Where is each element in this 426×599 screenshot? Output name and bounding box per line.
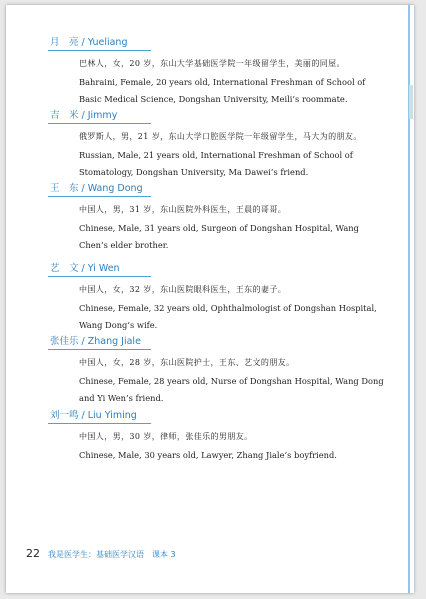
character-description-zh: 中国人，男，30 岁，律师，张佳乐的男朋友。	[79, 432, 253, 441]
document-page	[6, 5, 414, 593]
name-underline	[48, 196, 151, 197]
character-description-en: Chinese, Female, 32 years old, Ophthalmologist of Dongshan Hospital, Wang Dong’s wife.	[79, 303, 377, 330]
character-description-zh: 中国人，女，28 岁，东山医院护士，王东、艺文的朋友。	[79, 358, 295, 367]
scrollbar-thumb[interactable]	[409, 85, 413, 119]
character-description-zh: 巴林人，女，20 岁，东山大学基础医学院一年级留学生，美丽的同屋。	[79, 59, 345, 68]
name-underline	[48, 50, 151, 51]
character-name: 月 亮 / Yueliang	[50, 37, 128, 48]
character-name: 艺 文 / Yi Wen	[50, 263, 120, 274]
page-footer	[26, 547, 326, 561]
book-title: 我是医学生：基础医学汉语 课本 3	[48, 550, 176, 559]
character-description-zh: 中国人，男，31 岁，东山医院外科医生，王晨的哥哥。	[79, 205, 287, 214]
name-underline	[48, 276, 151, 277]
character-description-en: Bahraini, Female, 20 years old, International Freshman of School of Basic Medical Science, Dongshan University, Meili’s roommate.	[79, 77, 366, 104]
character-name: 刘一鸣 / Liu Yiming	[50, 410, 137, 421]
character-description-en: Chinese, Male, 30 years old, Lawyer, Zhang Jiale’s boyfriend.	[79, 450, 337, 460]
character-description-zh: 中国人，女，32 岁，东山医院眼科医生，王东的妻子。	[79, 285, 287, 294]
character-name: 张佳乐 / Zhang Jiale	[50, 336, 141, 347]
character-description-en: Russian, Male, 21 years old, International Freshman of School of Stomatology, Dongshan University, Ma Dawei’s friend.	[79, 150, 353, 177]
character-description-en: Chinese, Female, 28 years old, Nurse of Dongshan Hospital, Wang Dong and Yi Wen’s friend.	[79, 376, 384, 403]
character-description-en: Chinese, Male, 31 years old, Surgeon of Dongshan Hospital, Wang Chen’s elder brother.	[79, 223, 359, 250]
page-number: 22	[26, 547, 40, 560]
character-name: 吉 米 / Jimmy	[50, 110, 118, 121]
name-underline	[48, 123, 151, 124]
name-underline	[48, 349, 151, 350]
character-name: 王 东 / Wang Dong	[50, 183, 143, 194]
name-underline	[48, 423, 151, 424]
character-description-zh: 俄罗斯人，男，21 岁，东山大学口腔医学院一年级留学生，马大为的朋友。	[79, 132, 362, 141]
